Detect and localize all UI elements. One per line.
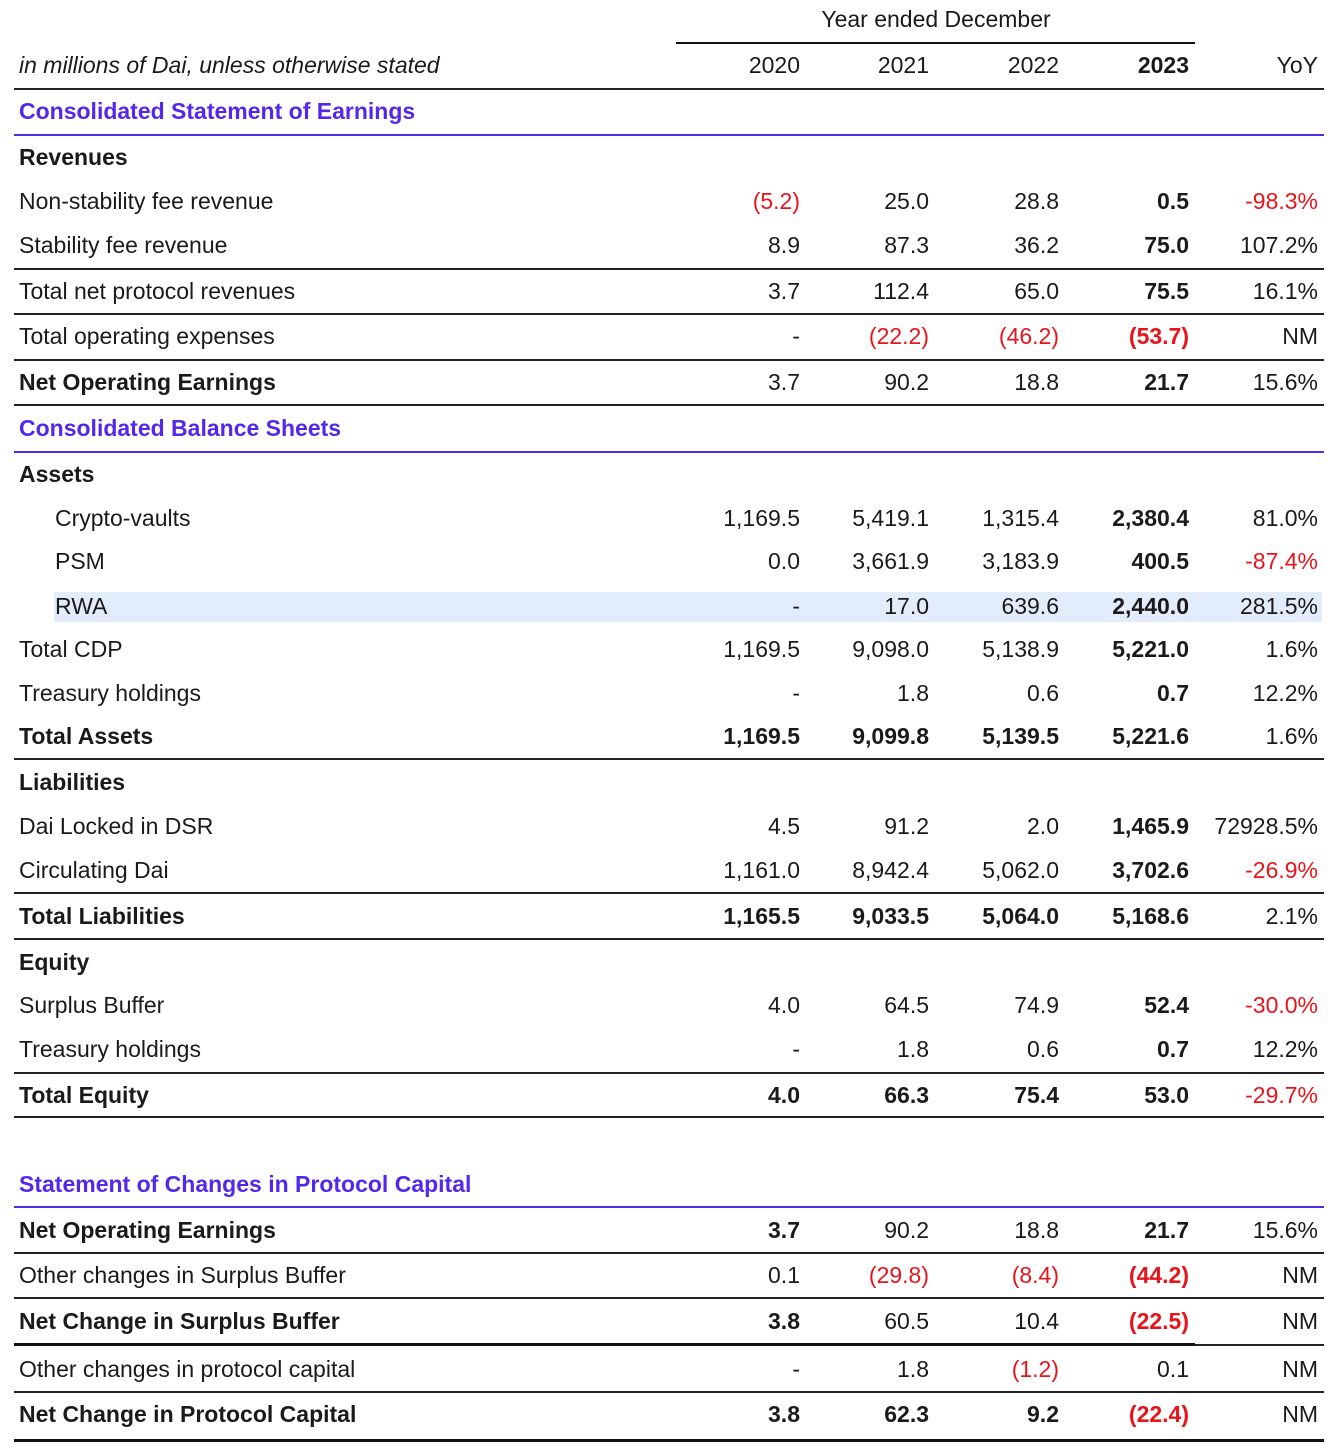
cell-2021: 91.2 [884, 813, 929, 839]
cell-2023: 400.5 [1131, 548, 1189, 574]
cell-2020: 0.0 [768, 548, 800, 574]
cell-2021: 66.3 [884, 1082, 929, 1108]
cell-2021: 1.8 [897, 1036, 929, 1062]
cell-2021: 64.5 [884, 992, 929, 1018]
cell-2023: 21.7 [1144, 1217, 1189, 1243]
table-row [14, 1208, 1324, 1252]
cell-2020: (5.2) [752, 188, 800, 214]
cell-yoy: 81.0% [1252, 505, 1318, 531]
cell-2022: 74.9 [1014, 992, 1059, 1018]
cell-yoy: 281.5% [1239, 593, 1318, 619]
cell-yoy: NM [1282, 1262, 1318, 1288]
cell-2021: 25.0 [884, 188, 929, 214]
table-row [14, 1253, 1324, 1297]
row-label: Other changes in protocol capital [19, 1356, 356, 1382]
table-row [14, 223, 1324, 267]
cell-2022: 5,064.0 [982, 903, 1059, 929]
cell-yoy: 107.2% [1239, 232, 1318, 258]
cell-yoy: 12.2% [1252, 1036, 1318, 1062]
cell-2021: 9,033.5 [852, 903, 929, 929]
cell-2021: 87.3 [884, 232, 929, 258]
rule-after-net-change-surplus [14, 1343, 1195, 1346]
cell-2020: 4.0 [768, 992, 800, 1018]
section-title: Statement of Changes in Protocol Capital [19, 1171, 472, 1197]
cell-2022: 18.8 [1014, 1217, 1059, 1243]
row-label: Treasury holdings [19, 680, 201, 706]
cell-yoy: 1.6% [1265, 723, 1318, 749]
table-row [14, 269, 1324, 313]
column-header-2020: 2020 [748, 52, 800, 78]
cell-2021: (29.8) [868, 1262, 929, 1288]
cell-yoy: 16.1% [1252, 278, 1318, 304]
cell-2022: 75.4 [1014, 1082, 1059, 1108]
table-row [14, 804, 1324, 848]
year-ended-rule [676, 42, 1195, 44]
cell-2023: 75.5 [1144, 278, 1189, 304]
row-label: Non-stability fee revenue [19, 188, 274, 214]
cell-2022: 36.2 [1014, 232, 1059, 258]
cell-2020: 1,165.5 [723, 903, 800, 929]
cell-2022: 0.6 [1027, 1036, 1059, 1062]
cell-2022: 5,138.9 [982, 636, 1059, 662]
table-row [14, 894, 1324, 938]
cell-2023: 2,440.0 [1112, 593, 1189, 619]
row-label: Dai Locked in DSR [19, 813, 214, 839]
cell-yoy: NM [1282, 1401, 1318, 1427]
row-label: Crypto-vaults [55, 505, 191, 531]
row-label: Total Assets [19, 723, 154, 749]
cell-yoy: -29.7% [1245, 1082, 1318, 1108]
section-title: Consolidated Statement of Earnings [19, 98, 416, 124]
cell-2020: - [792, 593, 800, 619]
units-note: in millions of Dai, unless otherwise stated [19, 52, 440, 78]
cell-2022: (1.2) [1011, 1356, 1059, 1382]
cell-2023: 0.7 [1157, 680, 1189, 706]
table-row [14, 314, 1324, 358]
row-label: Equity [19, 949, 90, 975]
cell-2023: 0.5 [1157, 188, 1189, 214]
cell-2022: 10.4 [1014, 1308, 1059, 1334]
cell-2022: 5,139.5 [982, 723, 1059, 749]
cell-2021: 90.2 [884, 1217, 929, 1243]
table-row [14, 1299, 1324, 1343]
cell-2021: (22.2) [868, 323, 929, 349]
cell-2021: 17.0 [884, 593, 929, 619]
cell-2022: 3,183.9 [982, 548, 1059, 574]
cell-2021: 62.3 [884, 1401, 929, 1427]
row-label: Net Operating Earnings [19, 1217, 276, 1243]
rule-table-bottom [14, 1439, 1324, 1442]
cell-2021: 3,661.9 [852, 548, 929, 574]
row-label: Net Change in Protocol Capital [19, 1401, 357, 1427]
cell-2020: 0.1 [768, 1262, 800, 1288]
table-row [14, 452, 1324, 496]
cell-2023: 3,702.6 [1112, 857, 1189, 883]
cell-2022: (8.4) [1011, 1262, 1059, 1288]
column-header-2023: 2023 [1137, 52, 1189, 78]
cell-2021: 9,098.0 [852, 636, 929, 662]
cell-2023: 5,168.6 [1112, 903, 1189, 929]
cell-2022: 5,062.0 [982, 857, 1059, 883]
cell-yoy: 15.6% [1252, 1217, 1318, 1243]
table-row [14, 135, 1324, 179]
cell-2020: 1,161.0 [723, 857, 800, 883]
cell-2023: 0.7 [1157, 1036, 1189, 1062]
cell-2023: 75.0 [1144, 232, 1189, 258]
cell-2023: 21.7 [1144, 369, 1189, 395]
cell-2021: 1.8 [897, 680, 929, 706]
table-row [14, 496, 1324, 540]
table-row [14, 714, 1324, 758]
row-label: Other changes in Surplus Buffer [19, 1262, 346, 1288]
cell-2020: 3.7 [768, 369, 800, 395]
cell-yoy: 12.2% [1252, 680, 1318, 706]
cell-2020: 1,169.5 [723, 723, 800, 749]
row-label: Net Operating Earnings [19, 369, 276, 395]
table-row [14, 848, 1324, 892]
section-header-balance-sheets [14, 406, 1324, 450]
cell-2022: 9.2 [1027, 1401, 1059, 1427]
table-row [14, 1347, 1324, 1391]
cell-2022: 639.6 [1001, 593, 1059, 619]
row-label: Total CDP [19, 636, 123, 662]
cell-yoy: 72928.5% [1214, 813, 1318, 839]
table-row [14, 1027, 1324, 1071]
cell-yoy: 2.1% [1265, 903, 1318, 929]
cell-2021: 5,419.1 [852, 505, 929, 531]
row-label: Surplus Buffer [19, 992, 165, 1018]
rule-after-net-change-surplus-yoy [1195, 1344, 1324, 1346]
row-label: PSM [55, 548, 105, 574]
cell-2023: (44.2) [1128, 1262, 1189, 1288]
row-label: Treasury holdings [19, 1036, 201, 1062]
cell-2023: 1,465.9 [1112, 813, 1189, 839]
table-row [14, 760, 1324, 804]
cell-2022: (46.2) [998, 323, 1059, 349]
row-label: Assets [19, 461, 95, 487]
cell-yoy: -30.0% [1245, 992, 1318, 1018]
cell-2020: - [792, 1356, 800, 1382]
cell-2021: 60.5 [884, 1308, 929, 1334]
cell-2022: 28.8 [1014, 188, 1059, 214]
cell-2022: 18.8 [1014, 369, 1059, 395]
section-title: Consolidated Balance Sheets [19, 415, 342, 441]
row-label: Liabilities [19, 769, 126, 795]
cell-2022: 65.0 [1014, 278, 1059, 304]
cell-2020: 3.8 [768, 1308, 800, 1334]
cell-2023: 5,221.6 [1112, 723, 1189, 749]
table-row [14, 360, 1324, 404]
cell-2020: 4.5 [768, 813, 800, 839]
table-row [14, 940, 1324, 984]
cell-2020: - [792, 323, 800, 349]
cell-2020: 3.7 [768, 1217, 800, 1243]
table-row [14, 539, 1324, 583]
cell-2022: 0.6 [1027, 680, 1059, 706]
table-row [14, 627, 1324, 671]
cell-yoy: NM [1282, 323, 1318, 349]
table-row [14, 671, 1324, 715]
cell-2023: (22.5) [1128, 1308, 1189, 1334]
cell-2020: 1,169.5 [723, 505, 800, 531]
column-header-yoy: YoY [1276, 52, 1318, 78]
cell-2020: - [792, 680, 800, 706]
cell-2021: 1.8 [897, 1356, 929, 1382]
cell-2021: 90.2 [884, 369, 929, 395]
column-header-2021: 2021 [877, 52, 929, 78]
section-header-protocol-capital [14, 1162, 1324, 1206]
cell-yoy: -98.3% [1245, 188, 1318, 214]
cell-yoy: 15.6% [1252, 369, 1318, 395]
table-row [14, 179, 1324, 223]
cell-2022: 2.0 [1027, 813, 1059, 839]
row-label: Circulating Dai [19, 857, 169, 883]
cell-2022: 1,315.4 [982, 505, 1059, 531]
cell-yoy: -87.4% [1245, 548, 1318, 574]
row-label: Total operating expenses [19, 323, 275, 349]
row-label: Stability fee revenue [19, 232, 228, 258]
table-row [14, 983, 1324, 1027]
row-label: Total Liabilities [19, 903, 185, 929]
cell-yoy: NM [1282, 1308, 1318, 1334]
cell-2023: 52.4 [1144, 992, 1189, 1018]
cell-2023: 0.1 [1157, 1356, 1189, 1382]
row-label: Net Change in Surplus Buffer [19, 1308, 340, 1334]
cell-2021: 112.4 [873, 278, 929, 304]
column-header-2022: 2022 [1007, 52, 1059, 78]
cell-2020: 4.0 [768, 1082, 800, 1108]
row-label: Total Equity [19, 1082, 149, 1108]
table-row-highlighted [14, 584, 1324, 628]
cell-2020: 3.7 [768, 278, 800, 304]
row-label: RWA [55, 593, 108, 619]
cell-2021: 9,099.8 [852, 723, 929, 749]
section-header-earnings [14, 89, 1324, 133]
cell-yoy: -26.9% [1245, 857, 1318, 883]
cell-2023: 2,380.4 [1112, 505, 1189, 531]
cell-2020: 3.8 [768, 1401, 800, 1427]
cell-2023: (22.4) [1128, 1401, 1189, 1427]
table-row [14, 1392, 1324, 1436]
year-ended-heading: Year ended December [821, 6, 1051, 32]
table-row [14, 1073, 1324, 1117]
cell-2023: 5,221.0 [1112, 636, 1189, 662]
cell-2020: 1,169.5 [723, 636, 800, 662]
row-label: Total net protocol revenues [19, 278, 296, 304]
cell-2023: (53.7) [1128, 323, 1189, 349]
cell-2020: - [792, 1036, 800, 1062]
cell-2021: 8,942.4 [852, 857, 929, 883]
cell-yoy: 1.6% [1265, 636, 1318, 662]
cell-2020: 8.9 [768, 232, 800, 258]
cell-2023: 53.0 [1144, 1082, 1189, 1108]
row-label: Revenues [19, 144, 128, 170]
cell-yoy: NM [1282, 1356, 1318, 1382]
